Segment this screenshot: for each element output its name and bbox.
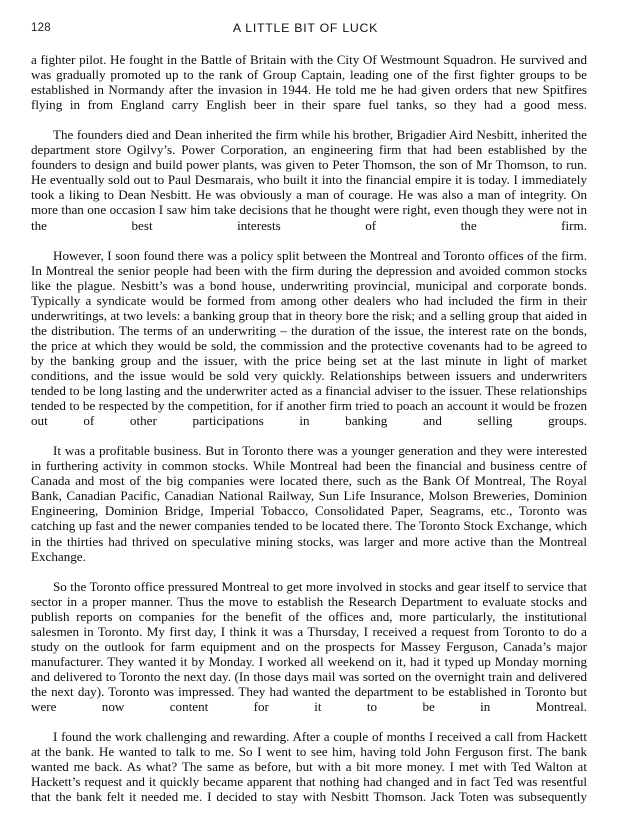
paragraph: I found the work challenging and rewarding. After a couple of months I received a call from Hackett at the bank. He wanted to talk to me. So I went to see him, having told John Ferguson first. The bank wanted me back. As what? The same as before, but with a bit more money. I met with Ted Walton at Hackett’s request and it quickly became apparent that nothing had changed and in fact Ted was resentful that the bank felt it needed me. I decided to stay with Nesbitt Thomson. Jack Toten was subsequently [31,729,587,805]
paragraph: The founders died and Dean inherited the firm while his brother, Brigadier Aird Nesbitt, inherited the department store Ogilvy’s. Power Corporation, an engineering firm that had been established by the founders to design and build power plants, was given to Peter Thomson, the son of Mr Thomson, to run. He eventually sold out to Paul Desmarais, who built it into the financial empire it is today. I immediately took a liking to Dean Nesbitt. He was obviously a man of courage. He was also a man of integrity. On more than one occasion I saw him take decisions that he thought were right, even though they were not in the best interests of the firm. [31,127,587,233]
body-text [31,52,587,819]
paragraph: It was a profitable business. But in Toronto there was a younger generation and they were interested in furthering activity in common stocks. While Montreal had been the financial and business centre of Canada and most of the big companies were located there, such as the Bank Of Montreal, The Royal Bank, Canadian Pacific, Canadian National Railway, Sun Life Insurance, Molson Breweries, Dominion Engineering, Dominion Bridge, Imperial Tobacco, Consolidated Paper, Seagrams, etc., Toronto was catching up fast and the newer companies tended to be located there. The Toronto Stock Exchange, which in the thirties had thrived on speculative mining stocks, was larger and more active than the Montreal Exchange. [31,443,587,564]
paragraph: However, I soon found there was a policy split between the Montreal and Toronto offices of the firm. In Montreal the senior people had been with the firm during the depression and avoided common stocks like the plague. Nesbitt’s was a bond house, underwriting provincial, municipal and corporate bonds. Typically a syndicate would be formed from among other dealers who had included the firm in their underwritings, at two levels: a banking group that in theory bore the risk; and a selling group that aided in the distribution. The terms of an underwriting – the duration of the issue, the interest rate on the bonds, the price at which they would be sold, the commission and the protective covenants had to be agreed to by the banking group and the issuer, with the price being set at the last minute in light of market conditions, and the issue would be sold very quickly. Relationships between issuers and underwriters tended to be long lasting and the underwriter acted as a financial adviser to the issuer. These relationships tended to be respected by the competition, for if another firm tried to poach an account it would be frozen out of other participations in banking and selling groups. [31,247,587,429]
book-title: A LITTLE BIT OF LUCK [232,21,379,35]
paragraph: a fighter pilot. He fought in the Battle of Britain with the City Of Westmount Squadron. He survived and was gradually promoted up to the rank of Group Captain, leading one of the first fighter groups to be established in Normandy after the invasion in 1944. He told me he had given orders that new Spitfires flying in from England carry English beer in their spare fuel tanks, so they had a good mess. [31,52,587,113]
paragraph: So the Toronto office pressured Montreal to get more involved in stocks and gear itself to service that sector in a proper manner. Thus the move to establish the Research Department to evaluate stocks and publish reports on companies for the benefit of the offices and, more particularly, the institutional salesmen in Toronto. My first day, I think it was a Thursday, I received a request from Toronto to do a study on the outlook for farm equipment and on the prospects for Massey Ferguson, Canada’s major manufacturer. They wanted it by Monday. I worked all weekend on it, had it typed up Monday morning and delivered to Toronto the next day. (In those days mail was sorted on the overnight train and delivered the next day). Toronto was impressed. They had wanted the department to be established in Toronto but were now content for it to be in Montreal. [31,578,587,715]
page-number: 128 [31,22,51,34]
running-head [31,20,586,38]
